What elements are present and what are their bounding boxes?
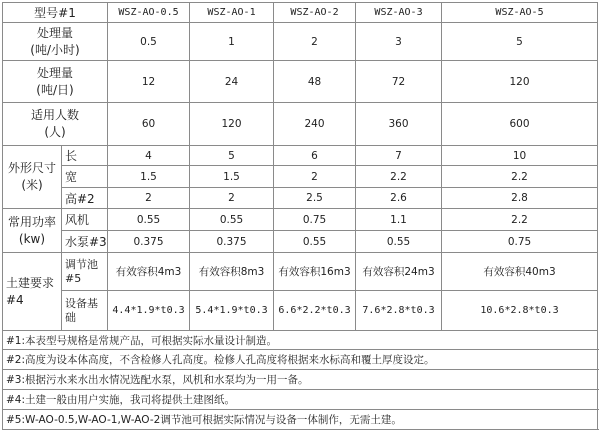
value-cell: 1.5 bbox=[108, 166, 190, 188]
value-cell: 0.5 bbox=[108, 23, 190, 61]
value-cell: 0.55 bbox=[190, 209, 274, 231]
value-cell: 4.4*1.9*t0.3 bbox=[108, 291, 190, 331]
note-text: #3:根据污水来水出水情况选配水泵，风机和水泵均为一用一备。 bbox=[3, 370, 598, 390]
model-name: WSZ-AO-5 bbox=[442, 3, 598, 23]
pump-label: 水泵#3 bbox=[62, 231, 108, 253]
value-cell: 1.5 bbox=[190, 166, 274, 188]
dimension-height-row bbox=[3, 188, 598, 209]
power-fan-row bbox=[3, 209, 598, 231]
note-text: #1:本表型号规格是常规产品，可根据实际水量设计制造。 bbox=[3, 331, 598, 350]
population-label: 适用人数 (人) bbox=[3, 103, 108, 146]
civil-tank-row bbox=[3, 253, 598, 291]
value-cell: 有效容积40m3 bbox=[442, 253, 598, 291]
note-text: #4:土建一般由用户实施，我司将提供土建图纸。 bbox=[3, 390, 598, 410]
power-label: 常用功率 (kw) bbox=[3, 209, 62, 253]
population-row bbox=[3, 103, 598, 146]
capacity-day-row bbox=[3, 61, 598, 103]
value-cell: 5.4*1.9*t0.3 bbox=[190, 291, 274, 331]
value-cell: 6 bbox=[274, 146, 356, 166]
note-text: #5:W-AO-0.5,W-AO-1,W-AO-2调节池可根据实际情况与设备一体制作，无需土建。 bbox=[3, 410, 598, 430]
note-text: #2:高度为设本体高度，不含检修人孔高度。检修人孔高度将根据来水标高和覆土厚度设定。 bbox=[3, 350, 598, 370]
capacity-hour-row bbox=[3, 23, 598, 61]
model-name: WSZ-AO-0.5 bbox=[108, 3, 190, 23]
value-cell: 0.75 bbox=[442, 231, 598, 253]
value-cell: 7.6*2.8*t0.3 bbox=[356, 291, 442, 331]
value-cell: 4 bbox=[108, 146, 190, 166]
power-pump-row bbox=[3, 231, 598, 253]
value-cell: 72 bbox=[356, 61, 442, 103]
note-row bbox=[3, 370, 598, 390]
width-label: 宽 bbox=[62, 166, 108, 188]
value-cell: 120 bbox=[190, 103, 274, 146]
value-cell: 2.5 bbox=[274, 188, 356, 209]
value-cell: 7 bbox=[356, 146, 442, 166]
value-cell: 5 bbox=[190, 146, 274, 166]
civil-foundation-row bbox=[3, 291, 598, 331]
value-cell: 2.2 bbox=[442, 166, 598, 188]
dimension-width-row bbox=[3, 166, 598, 188]
value-cell: 600 bbox=[442, 103, 598, 146]
value-cell: 有效容积16m3 bbox=[274, 253, 356, 291]
note-row bbox=[3, 410, 598, 430]
value-cell: 2.2 bbox=[356, 166, 442, 188]
value-cell: 3 bbox=[356, 23, 442, 61]
value-cell: 6.6*2.2*t0.3 bbox=[274, 291, 356, 331]
value-cell: 10 bbox=[442, 146, 598, 166]
fan-label: 风机 bbox=[62, 209, 108, 231]
value-cell: 0.55 bbox=[274, 231, 356, 253]
foundation-label: 设备基 础 bbox=[62, 291, 108, 331]
value-cell: 12 bbox=[108, 61, 190, 103]
capacity-day-label: 处理量 (吨/日) bbox=[3, 61, 108, 103]
value-cell: 240 bbox=[274, 103, 356, 146]
value-cell: 0.55 bbox=[356, 231, 442, 253]
value-cell: 10.6*2.8*t0.3 bbox=[442, 291, 598, 331]
value-cell: 有效容积24m3 bbox=[356, 253, 442, 291]
value-cell: 60 bbox=[108, 103, 190, 146]
model-name: WSZ-AO-2 bbox=[274, 3, 356, 23]
specification-table bbox=[2, 2, 598, 430]
value-cell: 120 bbox=[442, 61, 598, 103]
value-cell: 1 bbox=[190, 23, 274, 61]
value-cell: 0.375 bbox=[190, 231, 274, 253]
model-name: WSZ-AO-1 bbox=[190, 3, 274, 23]
value-cell: 24 bbox=[190, 61, 274, 103]
header-row bbox=[3, 3, 598, 23]
model-header: 型号#1 bbox=[3, 3, 108, 23]
value-cell: 2 bbox=[190, 188, 274, 209]
height-label: 高#2 bbox=[62, 188, 108, 209]
dimensions-label: 外形尺寸 (米) bbox=[3, 146, 62, 209]
length-label: 长 bbox=[62, 146, 108, 166]
dimension-length-row bbox=[3, 146, 598, 166]
note-row bbox=[3, 331, 598, 350]
value-cell: 1.1 bbox=[356, 209, 442, 231]
note-row bbox=[3, 390, 598, 410]
value-cell: 2.8 bbox=[442, 188, 598, 209]
value-cell: 2 bbox=[274, 166, 356, 188]
value-cell: 2.6 bbox=[356, 188, 442, 209]
value-cell: 2 bbox=[108, 188, 190, 209]
civil-label: 土建要求 #4 bbox=[3, 253, 62, 331]
capacity-hour-label: 处理量 (吨/小时) bbox=[3, 23, 108, 61]
value-cell: 有效容积4m3 bbox=[108, 253, 190, 291]
value-cell: 有效容积8m3 bbox=[190, 253, 274, 291]
value-cell: 2 bbox=[274, 23, 356, 61]
value-cell: 360 bbox=[356, 103, 442, 146]
model-name: WSZ-AO-3 bbox=[356, 3, 442, 23]
value-cell: 2.2 bbox=[442, 209, 598, 231]
note-row bbox=[3, 350, 598, 370]
value-cell: 48 bbox=[274, 61, 356, 103]
tank-label: 调节池 #5 bbox=[62, 253, 108, 291]
value-cell: 5 bbox=[442, 23, 598, 61]
value-cell: 0.75 bbox=[274, 209, 356, 231]
value-cell: 0.375 bbox=[108, 231, 190, 253]
value-cell: 0.55 bbox=[108, 209, 190, 231]
